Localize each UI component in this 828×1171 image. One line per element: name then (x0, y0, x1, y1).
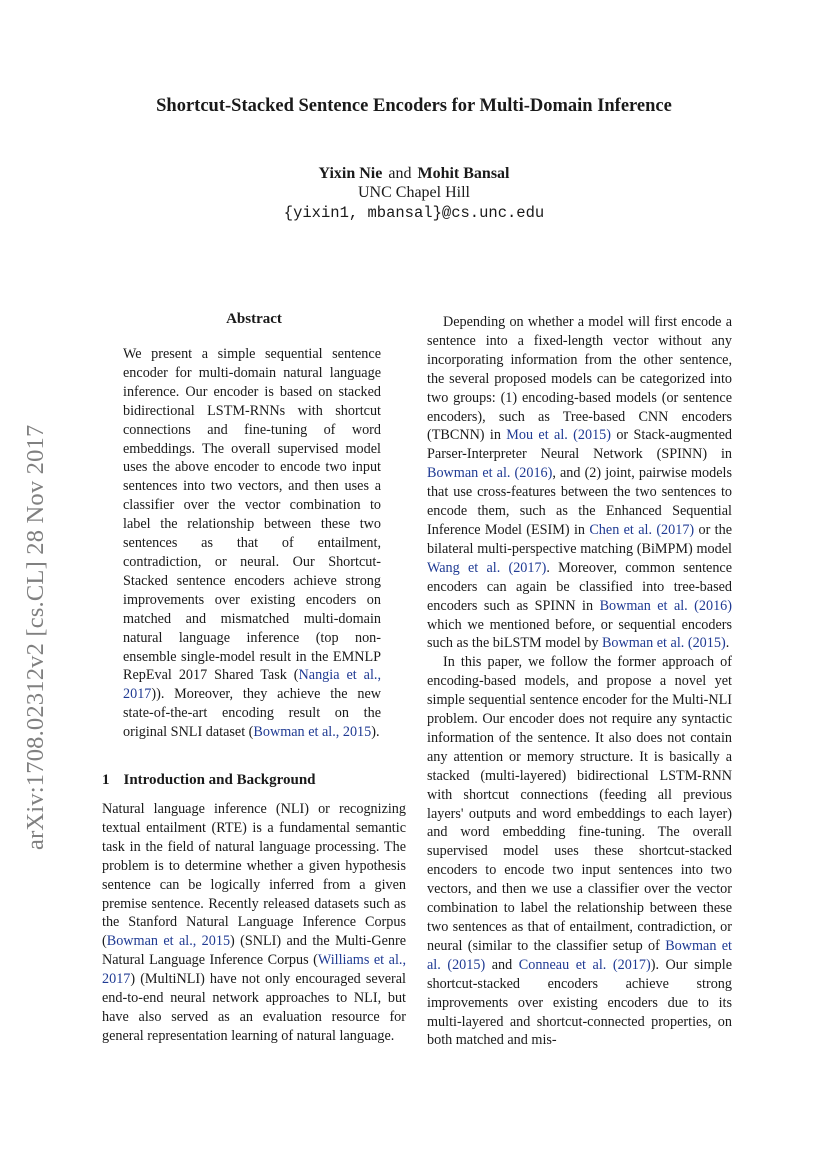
body-text: , and (2) joint, pairwise models that use cross-features between the two sentences to encode them, such as the Enhanced Sequential Inference Model (ESIM) in (427, 465, 732, 538)
body-text: In this paper, we follow the former approach of encoding-based models, and propose a novel yet simple sequential sentence encoder for the Multi-NLI problem. Our encoder does not require any syntactic information of the sentence. It also does not contain any attention or memory structure. It is basically a stacked (multi-layered) bidirectional LSTM-RNN with shortcut connections (feeding all previous layers' outputs and word embeddings to each layer) and word embedding fine-tuning. The overall supervised model uses these shortcut-stacked encoders to encode two input sentences into two vectors, and then we use a classifier over the vector combination to label the relationship between these two sentences as that of entailment, contradiction, or neural (similar to the classifier setup of (427, 654, 732, 954)
citation-link[interactable]: Chen et al. (2017) (589, 521, 695, 538)
section-heading (102, 772, 406, 789)
citation-link[interactable]: Bowman et al. (2016) (427, 465, 553, 482)
body-text: Depending on whether a model will first encode a sentence into a fixed-length vector without any incorporating information from the other sentence, the several proposed models can be categorized into two groups: (1) encoding-based models (or sentence encoders), such as Tree-based CNN encoders (TBCNN) in (427, 314, 732, 444)
author-email: {yixin1, mbansal}@cs.unc.edu (283, 204, 545, 222)
body-paragraph (427, 313, 732, 653)
abstract-text: )). Moreover, they achieve the new state-of-the-art encoding result on the original SNLI dataset ( (123, 686, 381, 741)
body-text: or the bilateral multi-perspective matching (BiMPM) model (427, 521, 733, 557)
abstract-text: We present a simple sequential sentence encoder for multi-domain natural language inference. Our encoder is based on stacked bidirectional LSTM-RNNs with shortcut connections and fine-tuning of word embeddings. The overall supervised model uses the above encoder to encode two input sentences into two vectors, and then uses a classifier over the vector combination to label the relationship between these two sentences as that of entailment, contradiction, or neural. Our Shortcut-Stacked sentence encoders achieve strong improvements over existing encoders on matched and mismatched multi-domain natural language inference (top non-ensemble single-model result in the EMNLP RepEval 2017 Shared Task ( (123, 346, 381, 684)
citation-link[interactable]: Bowman et al. (2016) (599, 597, 733, 614)
body-text: and (485, 956, 519, 973)
citation-link[interactable]: Williams et al., 2017 (102, 952, 406, 988)
citation-link[interactable]: Bowman et al. (2015) (601, 635, 726, 652)
author-name: Yixin Nie (318, 165, 383, 182)
body-text: ). Our simple shortcut-stacked encoders achieve strong improvements over existing encoders due to its multi-layered and shortcut-connected properties, on both matched and mis- (427, 956, 732, 1049)
citation-link[interactable]: Bowman et al., 2015 (253, 724, 372, 741)
body-paragraph (427, 653, 732, 1050)
citation-link[interactable]: Bowman et al. (2015) (427, 937, 732, 973)
citation-link[interactable]: Nangia et al., 2017 (123, 667, 381, 703)
author-conjunction: and (388, 165, 412, 182)
abstract-heading: Abstract (226, 311, 282, 327)
citation-link[interactable]: Conneau et al. (2017) (518, 956, 651, 973)
body-text: ) (MultiNLI) have not only encouraged several end-to-end neural network approaches to NLI, but have also served as an evaluation resource for general representation learning of natural language. (102, 971, 406, 1044)
right-column (427, 313, 732, 1050)
paper-title: Shortcut-Stacked Sentence Encoders for Multi-Domain Inference (156, 96, 672, 116)
author-line (0, 164, 828, 184)
body-text: . (725, 635, 730, 652)
body-text: Natural language inference (NLI) or recognizing textual entailment (RTE) is a fundamental semantic task in the field of natural language processing. The problem is to determine whether a given hypothesis sentence can be logically inferred from a given premise sentence. Recently released datasets such as the Stanford Natural Language Inference Corpus ( (102, 801, 406, 950)
intro-paragraph (102, 800, 406, 1046)
body-text: . Moreover, common sentence encoders can again be classified into tree-based encoders such as SPINN in (427, 559, 733, 614)
author-name: Mohit Bansal (417, 165, 510, 182)
citation-link[interactable]: Mou et al. (2015) (506, 427, 611, 444)
body-text: or Stack-augmented Parser-Interpreter Neural Network (SPINN) in (427, 427, 732, 463)
affiliation: UNC Chapel Hill (358, 184, 470, 201)
section-title: Introduction and Background (123, 772, 316, 788)
abstract-text: ). (371, 724, 380, 741)
arxiv-side-stamp: arXiv:1708.02312v2 [cs.CL] 28 Nov 2017 (22, 424, 49, 850)
citation-link[interactable]: Wang et al. (2017) (427, 559, 547, 576)
body-text: ) (SNLI) and the Multi-Genre Natural Language Inference Corpus ( (102, 933, 406, 969)
section-number: 1 (102, 772, 110, 788)
abstract-body (123, 345, 381, 742)
body-text: which we mentioned before, or sequential encoders such as the biLSTM model by (427, 616, 732, 652)
citation-link[interactable]: Bowman et al., 2015 (106, 933, 231, 950)
